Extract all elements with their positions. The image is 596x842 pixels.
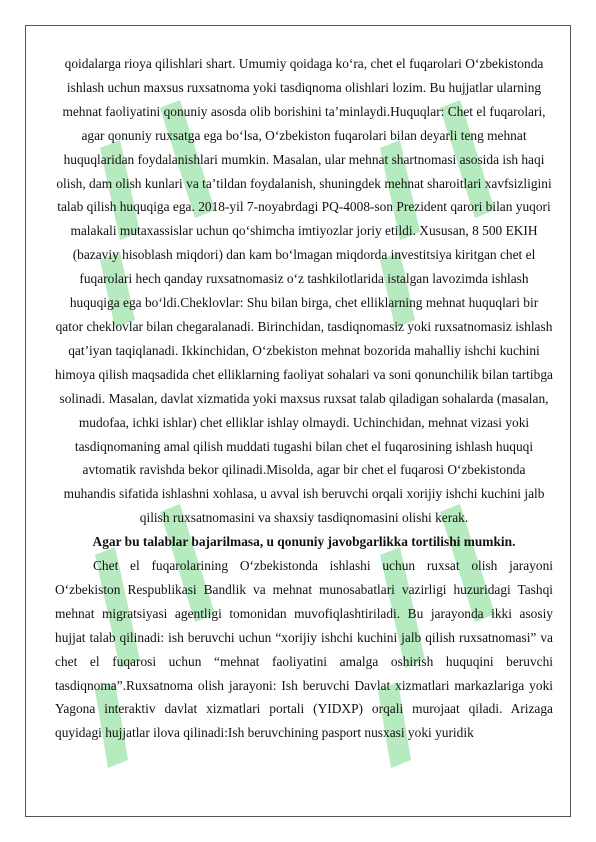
paragraph-liability-note: Agar bu talablar bajarilmasa, u qonuniy javobgarlikka tortilishi mumkin. bbox=[92, 534, 516, 550]
paragraph-permit-process: Chet el fuqarolarining Oʻzbekistonda ishlashi uchun ruxsat olish jarayoni Oʻzbekiston Respublikasi Bandlik va mehnat munosabatlari vazirligi huzuridagi Tashqi mehnat migratsiyasi agentligi tomonidan muvofiqlashtiriladi. Bu jarayonda ikki asosiy hujjat talab qilinadi: ish beruvchi uchun “xorijiy ishchi kuchini jalb qilish ruxsatnomasi” va chet el fuqarosi uchun “mehnat faoliyatini amalga oshirish huquqini beruvchi tasdiqnoma”.Ruxsatnoma olish jarayoni: Ish beruvchi Davlat xizmatlari markazlariga yoki Yagona interaktiv davlat xizmatlari portali (YIDXP) orqali murojaat qiladi. Arizaga quyidagi hujjatlar ilova qilinadi:Ish beruvchining pasport nusxasi yoki yuridik bbox=[55, 558, 553, 741]
paragraph-legal-rights: qoidalarga rioya qilishlari shart. Umumiy qoidaga koʻra, chet el fuqarolari Oʻzbekistonda ishlash uchun maxsus ruxsatnoma yoki tasdiqnoma olishlari lozim. Bu hujjatlar ularning mehnat faoliyatini qonuniy asosda olib borishini taʼminlaydi.Huquqlar: Chet el fuqarolari, agar qonuniy ruxsatga ega boʻlsa, Oʻzbekiston fuqarolari bilan deyarli teng mehnat huquqlaridan foydalanishlari mumkin. Masalan, ular mehnat shartnomasi asosida ish haqi olish, dam olish kunlari va taʼtildan foydalanish, shuningdek mehnat sharoitlari xavfsizligini talab qilish huquqiga ega. 2018-yil 7-noyabrdagi PQ-4008-son Prezident qarori bilan yuqori malakali mutaxassislar uchun qoʻshimcha imtiyozlar joriy etildi. Xususan, 8 500 EKIH (bazaviy hisoblash miqdori) dan kam boʻlmagan miqdorda investitsiya kiritgan chet el fuqarolari hech qanday ruxsatnomasiz oʻz tashkilotlarida istalgan lavozimda ishlash huquqiga ega boʻldi.Cheklovlar: Shu bilan birga, chet elliklarning mehnat huquqlari bir qator cheklovlar bilan chegaralanadi. Birinchidan, tasdiqnomasiz yoki ruxsatnomasiz ishlash qatʼiyan taqiqlanadi. Ikkinchidan, Oʻzbekiston mehnat bozorida mahalliy ishchi kuchini himoya qilish maqsadida chet elliklarning faoliyat sohalari va soni qonunchilik bilan tartibga solinadi. Masalan, davlat xizmatida yoki maxsus ruxsat talab qiladigan sohalarda (masalan, mudofaa, ichki ishlar) chet elliklar ishlay olmaydi. Uchinchidan, mehnat vizasi yoki tasdiqnomaning amal qilish muddati tugashi bilan chet el fuqarosining ishlash huquqi avtomatik ravishda bekor qilinadi.Misolda, agar bir chet el fuqarosi Oʻzbekistonda muhandis sifatida ishlashni xohlasa, u avval ish beruvchi orqali xorijiy ishchi kuchini jalb qilish ruxsatnomasini va shaxsiy tasdiqnomasini olishi kerak. bbox=[55, 56, 553, 526]
document-body bbox=[55, 52, 553, 745]
